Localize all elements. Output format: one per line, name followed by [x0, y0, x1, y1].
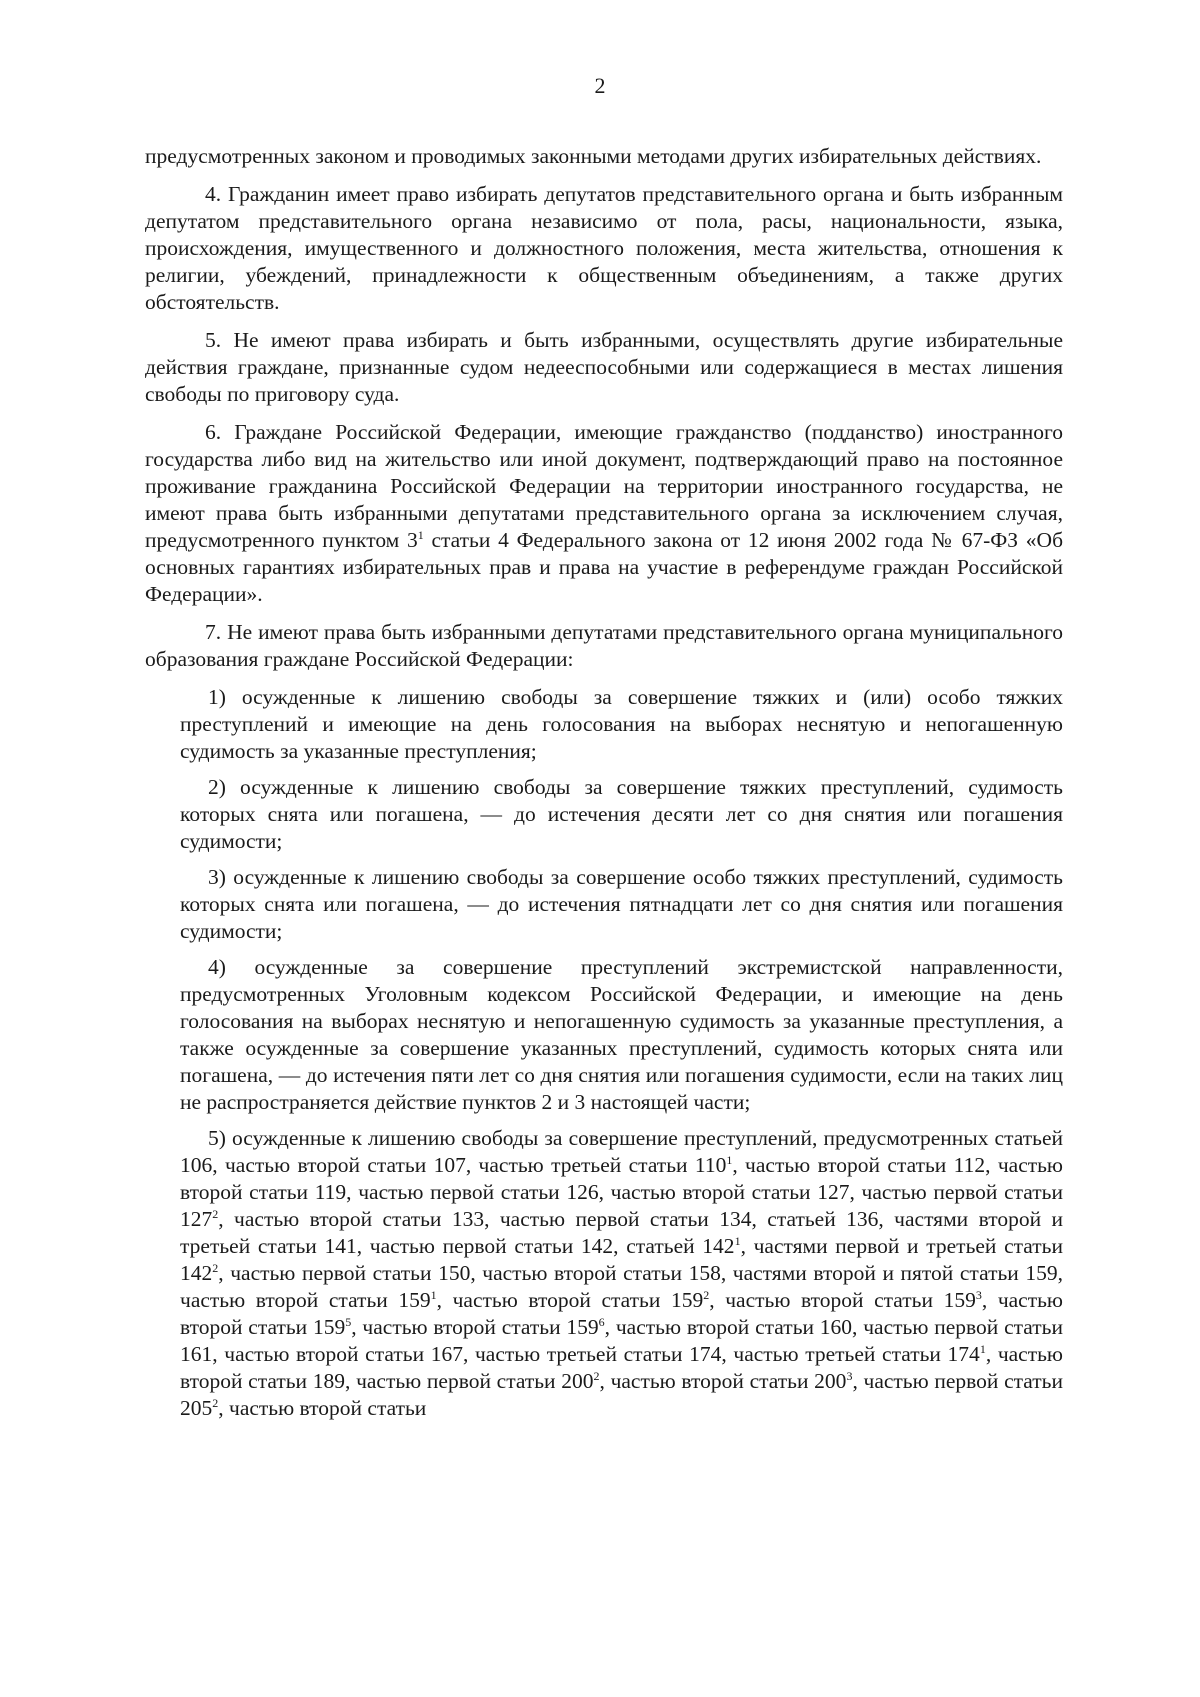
text-run: , частью второй статьи: [218, 1396, 427, 1420]
text-run: , частью второй статьи 159: [709, 1288, 976, 1312]
superscript: 2: [212, 1206, 219, 1221]
document-body: [145, 143, 1063, 1431]
text-run: , частью второй статьи 200: [599, 1369, 847, 1393]
text-run: , частью второй статьи 112, частью второй статьи 119, частью первой статьи 126, частью второй статьи 127, частью первой статьи 127: [180, 1153, 1063, 1231]
text-run: , частью второй статьи 160, частью первой статьи 161, частью второй статьи 167, частью третьей статьи 174, частью третьей статьи 174: [180, 1315, 1063, 1366]
superscript: 5: [345, 1314, 352, 1329]
paragraph-6-text-b: статьи 4 Федерального закона от 12 июня 2002 года № 67-ФЗ «Об основных гарантиях избирательных прав и права на участие в референдуме граждан Российской Федерации».: [145, 528, 1064, 606]
text-run: , частью второй статьи 159: [351, 1315, 599, 1339]
superscript: 6: [598, 1314, 605, 1329]
paragraph-6-text-a: 6. Граждане Российской Федерации, имеющие гражданство (подданство) иностранного государства либо вид на жительство или иной документ, подтверждающий право на постоянное проживание гражданина Российской Федерации на территории иностранного государства, не имеют права быть избранными депутатами представительного органа за исключением случая, предусмотренного пунктом 3: [145, 420, 1063, 552]
paragraph-6: [145, 419, 1063, 608]
list-item-5: [180, 1125, 1063, 1422]
list-item-3: 3) осужденные к лишению свободы за совершение особо тяжких преступлений, судимость которых снята или погашена, — до истечения пятнадцати лет со дня снятия или погашения судимости;: [180, 865, 1063, 943]
text-run: 5) осужденные к лишению свободы за совершение преступлений, предусмотренных статьей 106, частью второй статьи 107, частью третьей статьи 110: [180, 1126, 1063, 1177]
superscript: 2: [212, 1395, 219, 1410]
text-run: , частью первой статьи 205: [180, 1369, 1063, 1420]
superscript: 2: [703, 1287, 710, 1302]
text-run: , частью первой статьи 150, частью второй статьи 158, частями второй и пятой статьи 159, частью второй статьи 159: [180, 1261, 1063, 1312]
list-item-2: 2) осужденные к лишению свободы за совершение тяжких преступлений, судимость которых снята или погашена, — до истечения десяти лет со дня снятия или погашения судимости;: [180, 775, 1063, 853]
superscript: 2: [593, 1368, 600, 1383]
text-run: , частью второй статьи 133, частью первой статьи 134, статьей 136, частями второй и третьей статьи 141, частью первой статьи 142, статьей 142: [180, 1207, 1063, 1258]
text-run: , частями первой и третьей статьи 142: [180, 1234, 1063, 1285]
text-run: , частью второй статьи 159: [436, 1288, 704, 1312]
superscript: 1: [734, 1233, 741, 1248]
paragraph-continuation: предусмотренных законом и проводимых законными методами других избирательных действиях.: [145, 144, 1042, 168]
superscript: 1: [979, 1341, 986, 1356]
page-number: 2: [594, 73, 606, 98]
superscript: 3: [846, 1368, 853, 1383]
list-item-1: 1) осужденные к лишению свободы за совершение тяжких и (или) особо тяжких преступлений и имеющие на день голосования на выборах неснятую и непогашенную судимость за указанные преступления;: [180, 685, 1063, 763]
text-run: , частью второй статьи 159: [180, 1288, 1063, 1339]
superscript: 1: [726, 1152, 733, 1167]
superscript: 1: [417, 527, 424, 542]
text-run: , частью второй статьи 189, частью первой статьи 200: [180, 1342, 1063, 1393]
list-item-4: 4) осужденные за совершение преступлений экстремистской направленности, предусмотренных Уголовным кодексом Российской Федерации, и имеющие на день голосования на выборах неснятую и непогашенную судимость за указанные преступления, а также осужденные за совершение указанных преступлений, судимость которых снята или погашена, — до истечения пяти лет со дня снятия или погашения судимости, если на таких лиц не распространяется действие пунктов 2 и 3 настоящей части;: [180, 955, 1063, 1114]
superscript: 2: [212, 1260, 219, 1275]
paragraph-4: 4. Гражданин имеет право избирать депутатов представительного органа и быть избранным депутатом представительного органа независимо от пола, расы, национальности, языка, происхождения, имущественного и должностного положения, места жительства, отношения к религии, убеждений, принадлежности к общественным объединениям, а также других обстоятельств.: [145, 182, 1063, 314]
paragraph-5: 5. Не имеют права избирать и быть избранными, осуществлять другие избирательные действия граждане, признанные судом недееспособными или содержащиеся в местах лишения свободы по приговору суда.: [145, 328, 1063, 406]
list-items: [180, 684, 1063, 1422]
paragraph-7: 7. Не имеют права быть избранными депутатами представительного органа муниципального образования граждане Российской Федерации:: [145, 620, 1063, 671]
superscript: 3: [975, 1287, 982, 1302]
superscript: 1: [430, 1287, 437, 1302]
